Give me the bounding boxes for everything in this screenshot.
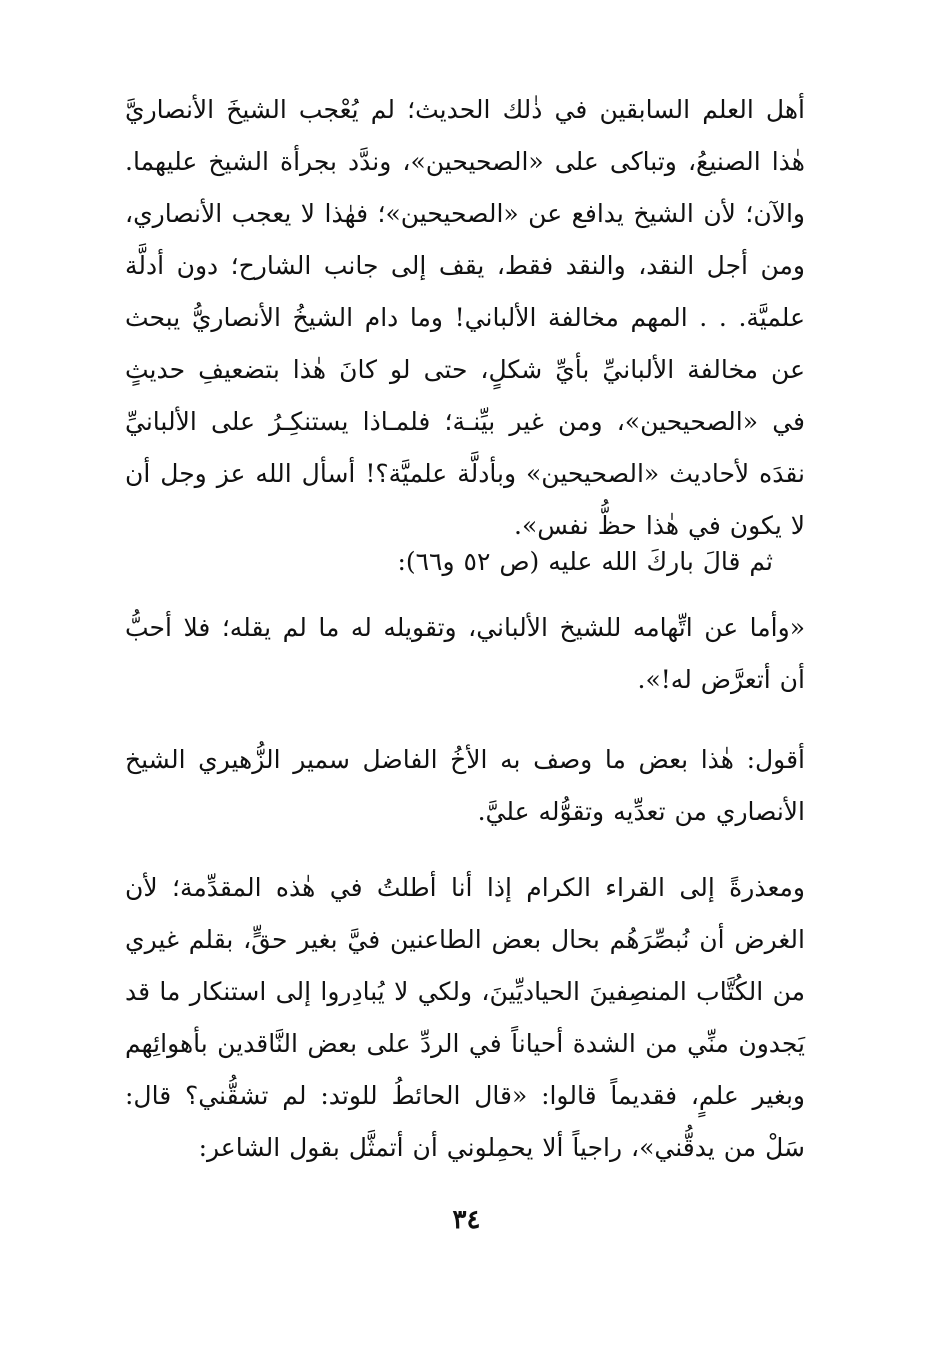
paragraph-2: ثم قالَ باركَ الله عليه (ص ٥٢ و٦٦): xyxy=(397,547,773,576)
paragraph-1: أهل العلم السابقين في ذٰلك الحديث؛ لم يُعْجب الشيخَ الأنصاريَّ هٰذا الصنيعُ، وتباكى على «الصحيحين»، وندَّد بجرأة الشيخ عليهما. والآن؛ لأن الشيخ يدافع عن «الصحيحين»؛ فهٰذا لا يعجب الأنصاري، ومن أجل النقد، والنقد فقط، يقف إلى جانب الشارح؛ دون أدلَّة علميَّة. . . المهم مخالفة الألباني! وما دام الشيخُ الأنصاريُّ يبحث عن مخالفة الألبانيِّ بأيِّ شكلٍ، حتى لو كانَ هٰذا بتضعيفِ حديثٍ في «الصحيحين»، ومن غير بيِّنـة؛ فلمـاذا يستنكِـرُ على الألبانيِّ نقدَه لأحاديث «الصحيحين» وبأدلَّة علميَّة؟! أسأل الله عز وجل أن لا يكون في هٰذا حظُّ نفس». xyxy=(125,95,805,540)
paragraph-5: ومعذرةً إلى القراء الكرام إذا أنا أطلتُ في هٰذه المقدِّمة؛ لأن الغرض أن نُبصِّرَهُم بحال بعض الطاعنين فيَّ بغير حقٍّ، بقلم غيري من الكُتَّاب المنصِفينَ الحياديِّينَ، ولكي لا يُبادِروا إلى استنكار ما قد يَجدون منِّي من الشدة أحياناً في الردِّ على بعض النَّاقدين بأهوائِهم وبغير علمٍ، فقديماً قالوا: «قال الحائطُ للوتد: لم تشقُّني؟ قال: سَلْ من يدقُّني»، راجياً ألا يحمِلوني أن أتمثَّل بقول الشاعر: xyxy=(125,873,805,1162)
paragraph-3-quote: «وأما عن اتِّهامه للشيخ الألباني، وتقويله له ما لم يقله؛ فلا أحبُّ أن أتعرَّض له!». xyxy=(125,613,805,694)
paragraph-4: أقول: هٰذا بعض ما وصف به الأخُ الفاضل سمير الزُّهيري الشيخ الأنصاري من تعدِّيه وتقوُّله عليَّ. xyxy=(125,745,805,826)
page-number: ٣٤ xyxy=(452,1205,481,1235)
